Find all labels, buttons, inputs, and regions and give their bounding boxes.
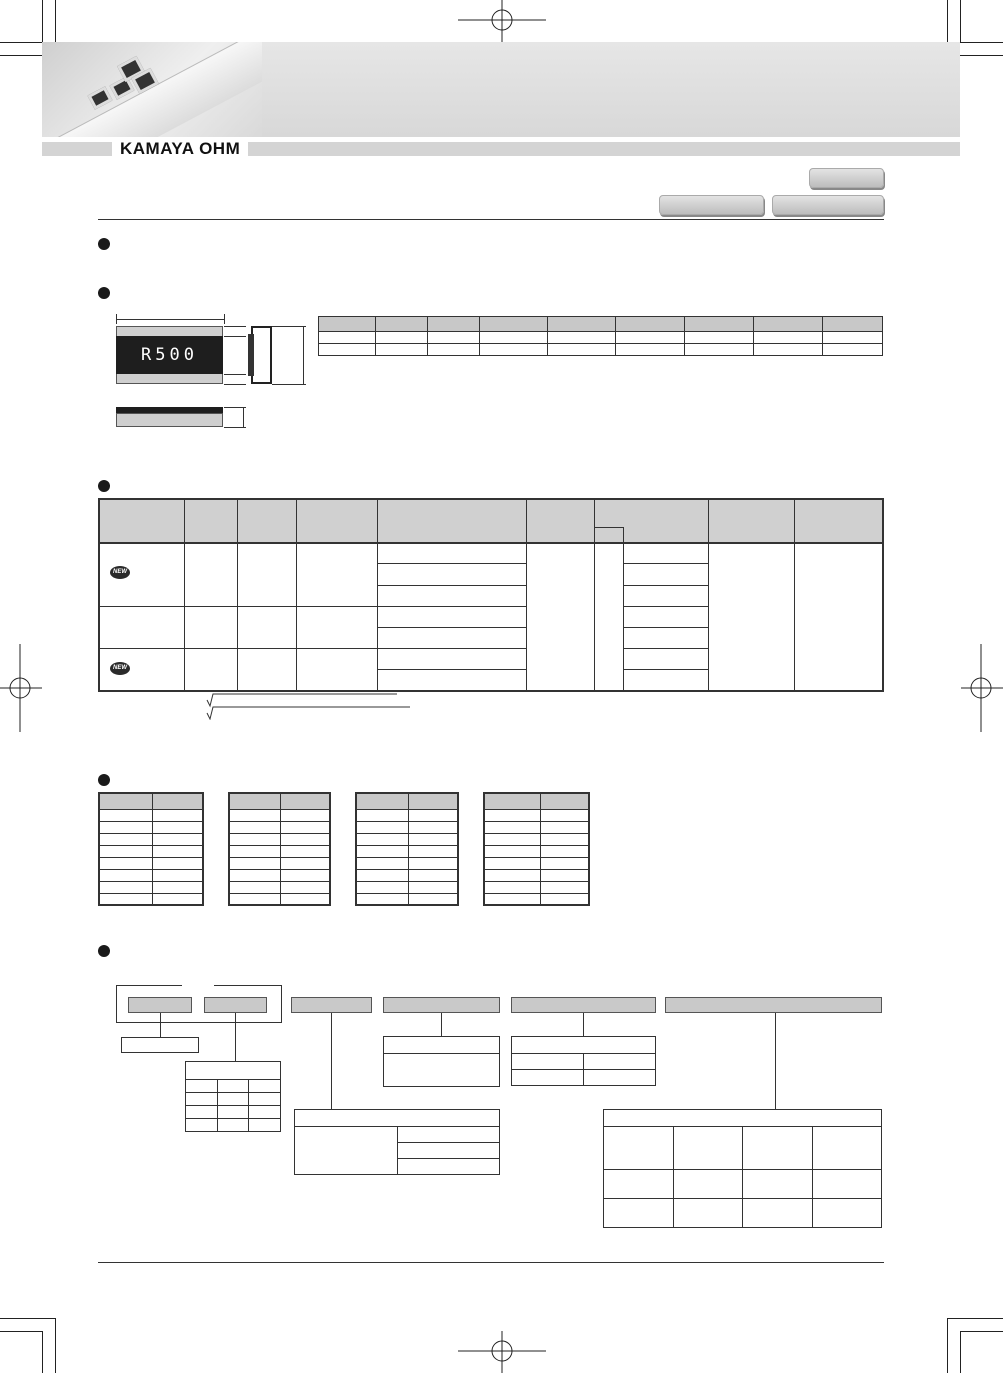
section-bullet-part-numbering bbox=[98, 945, 110, 957]
crosshair-icon bbox=[458, 0, 546, 42]
code-block-tcr bbox=[383, 997, 500, 1013]
dimension-table bbox=[318, 316, 883, 356]
resistance-table-3 bbox=[355, 792, 459, 906]
section-bullet-features bbox=[98, 238, 110, 250]
brand-logo: KAMAYA OHM bbox=[112, 138, 248, 160]
new-badge-icon: NEW bbox=[110, 566, 130, 579]
new-badge-icon: NEW bbox=[110, 662, 130, 675]
title-rule bbox=[98, 219, 884, 220]
resistance-table-1 bbox=[98, 792, 204, 906]
category-pill[interactable] bbox=[772, 195, 884, 215]
crosshair-icon bbox=[961, 644, 1003, 732]
section-bullet-dimensions bbox=[98, 287, 110, 299]
resistance-table-4 bbox=[483, 792, 590, 906]
code-block-tolerance bbox=[665, 997, 882, 1013]
code-block-power bbox=[291, 997, 372, 1013]
component-marking: R500 bbox=[116, 336, 223, 374]
category-pill[interactable] bbox=[809, 168, 884, 188]
section-bullet-ratings bbox=[98, 480, 110, 492]
footnote-formula bbox=[205, 692, 415, 720]
code-block-series bbox=[128, 997, 192, 1013]
footer-rule bbox=[98, 1262, 884, 1263]
category-pill[interactable] bbox=[659, 195, 764, 215]
code-block-size bbox=[204, 997, 267, 1013]
header-photo bbox=[42, 42, 262, 137]
resistance-table-2 bbox=[228, 792, 331, 906]
crosshair-icon bbox=[0, 644, 42, 732]
code-block-resistance bbox=[511, 997, 656, 1013]
crosshair-icon bbox=[458, 1331, 546, 1373]
section-bullet-resistance-values bbox=[98, 774, 110, 786]
